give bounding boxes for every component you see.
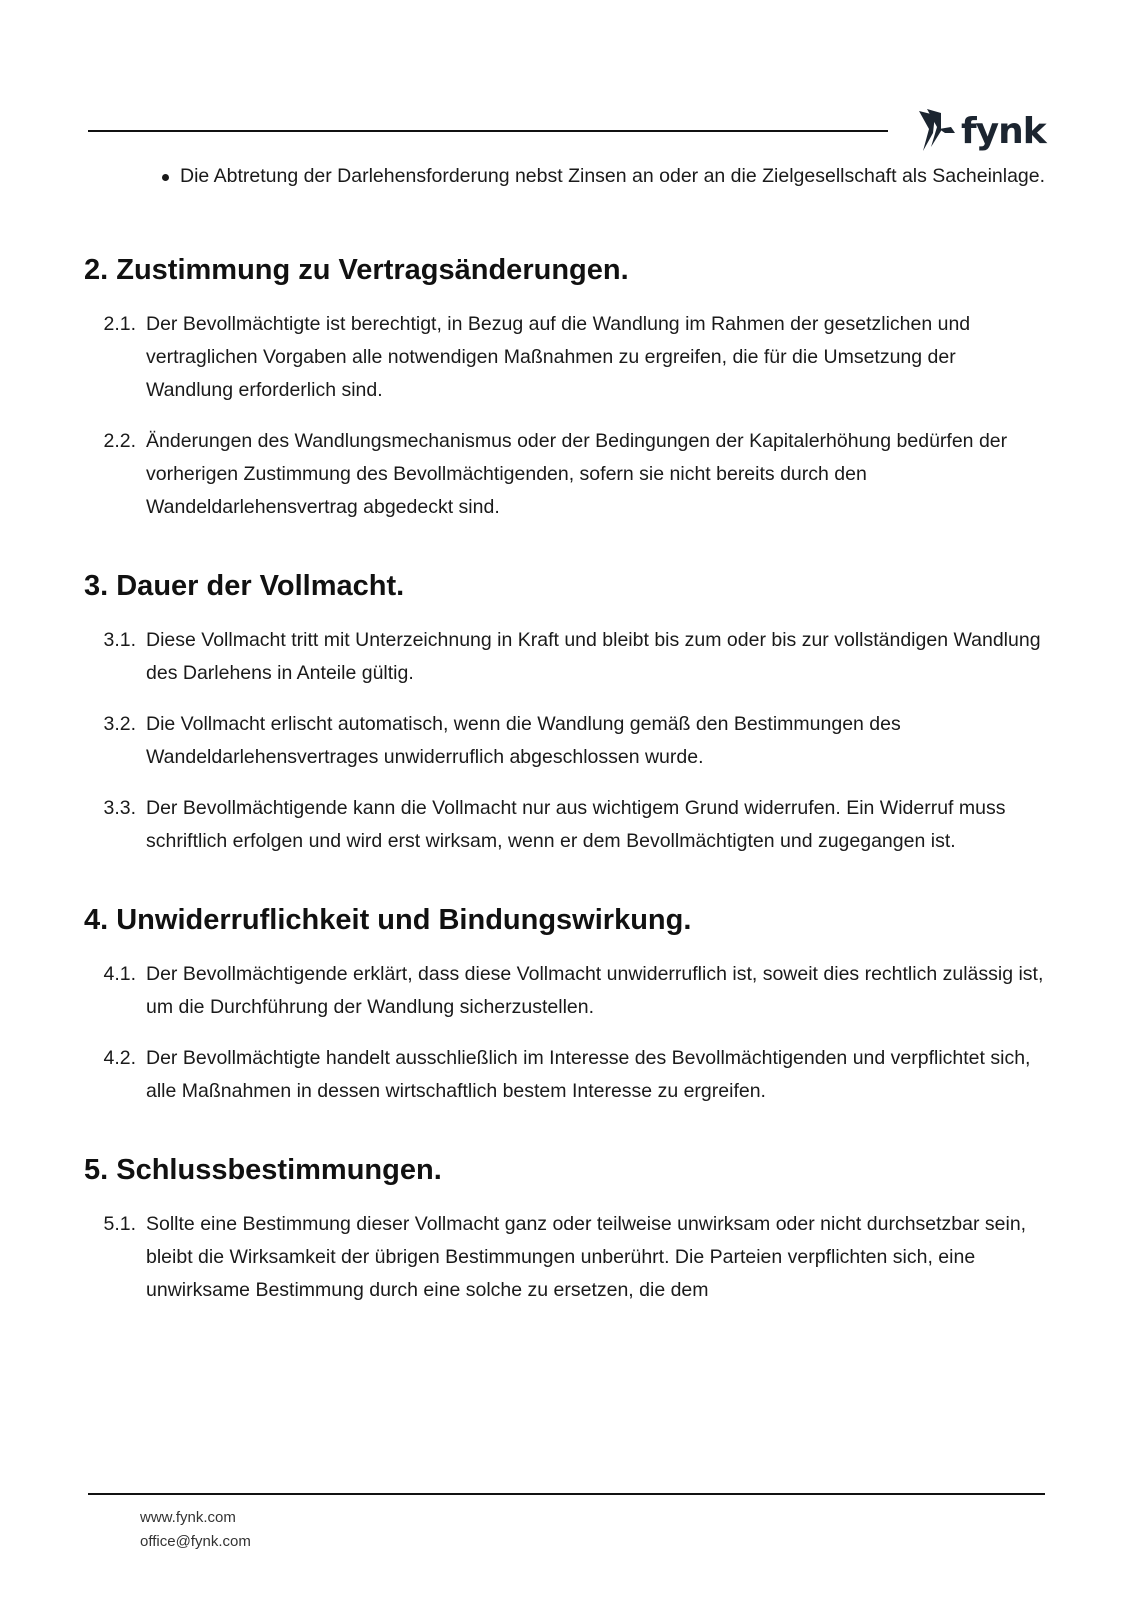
clause-4-2: 4.2. Der Bevollmächtigte handelt ausschließlich im Interesse des Bevollmächtigenden und verpflichtet sich, alle Maßnahmen in dessen wirtschaftlich bestem Interesse zu ergreifen.	[84, 1042, 1054, 1108]
clause-3-2: 3.2. Die Vollmacht erlischt automatisch, wenn die Wandlung gemäß den Bestimmungen des Wandeldarlehensvertrages unwiderruflich abgeschlossen wurde.	[84, 708, 1054, 774]
clause-text: Sollte eine Bestimmung dieser Vollmacht ganz oder teilweise unwirksam oder nicht durchsetzbar sein, bleibt die Wirksamkeit der übrigen Bestimmungen unberührt. Die Parteien verpflichten sich, eine unwirksame Bestimmung durch eine solche zu ersetzen, die dem	[146, 1213, 1027, 1301]
clause-text: Änderungen des Wandlungsmechanismus oder der Bedingungen der Kapitalerhöhung bedürfen der vorherigen Zustimmung des Bevollmächtigenden, sofern sie nicht bereits durch den Wandeldarlehensvertrag abgedeckt sind.	[146, 430, 1008, 518]
clause-text: Die Vollmacht erlischt automatisch, wenn die Wandlung gemäß den Bestimmungen des Wandeldarlehensvertrages unwiderruflich abgeschlossen wurde.	[146, 713, 901, 768]
section-heading-2: 2. Zustimmung zu Vertragsänderungen.	[84, 254, 629, 286]
footer	[140, 1506, 251, 1554]
clause-text: Diese Vollmacht tritt mit Unterzeichnung in Kraft und bleibt bis zum oder bis zur vollständigen Wandlung des Darlehens in Anteile gültig.	[146, 629, 1041, 684]
fynk-logo	[917, 104, 1046, 160]
footer-divider	[88, 1493, 1045, 1495]
logo-text: fynk	[961, 111, 1046, 152]
clause-3-1: 3.1. Diese Vollmacht tritt mit Unterzeichnung in Kraft und bleibt bis zum oder bis zur vollständigen Wandlung des Darlehens in Anteile gültig.	[84, 624, 1054, 690]
section-heading-3: 3. Dauer der Vollmacht.	[84, 570, 405, 602]
clause-2-2: 2.2. Änderungen des Wandlungsmechanismus oder der Bedingungen der Kapitalerhöhung bedürfen der vorherigen Zustimmung des Bevollmächtigenden, sofern sie nicht bereits durch den Wandeldarlehensvertrag abgedeckt sind.	[84, 425, 1054, 524]
clause-text: Der Bevollmächtigte ist berechtigt, in Bezug auf die Wandlung im Rahmen der gesetzlichen und vertraglichen Vorgaben alle notwendigen Maßnahmen zu ergreifen, die für die Umsetzung der Wandlung erforderlich sind.	[146, 313, 971, 401]
section-heading-4: 4. Unwiderruflichkeit und Bindungswirkung.	[84, 904, 692, 936]
clause-text: Der Bevollmächtigende kann die Vollmacht nur aus wichtigem Grund widerrufen. Ein Widerruf muss schriftlich erfolgen und wird erst wirksam, wenn er dem Bevollmächtigten und zugegangen ist.	[146, 797, 1006, 852]
clause-3-3: 3.3. Der Bevollmächtigende kann die Vollmacht nur aus wichtigem Grund widerrufen. Ein Widerruf muss schriftlich erfolgen und wird erst wirksam, wenn er dem Bevollmächtigten und zugegangen ist.	[84, 792, 1054, 858]
footer-email[interactable]: office@fynk.com	[140, 1533, 251, 1550]
document-body	[84, 160, 1054, 1307]
clause-4-1: 4.1. Der Bevollmächtigende erklärt, dass diese Vollmacht unwiderruflich ist, soweit dies rechtlich zulässig ist, um die Durchführung der Wandlung sicherzustellen.	[84, 958, 1054, 1024]
clause-2-1: 2.1. Der Bevollmächtigte ist berechtigt, in Bezug auf die Wandlung im Rahmen der gesetzlichen und vertraglichen Vorgaben alle notwendigen Maßnahmen zu ergreifen, die für die Umsetzung der Wandlung erforderlich sind.	[84, 308, 1054, 407]
fynk-bird-icon	[917, 107, 957, 157]
section-heading-5: 5. Schlussbestimmungen.	[84, 1154, 442, 1186]
intro-bullet: Die Abtretung der Darlehensforderung nebst Zinsen an oder an die Zielgesellschaft als Sacheinlage.	[84, 160, 1090, 193]
header-divider	[88, 130, 888, 132]
clause-text: Der Bevollmächtigte handelt ausschließlich im Interesse des Bevollmächtigenden und verpflichtet sich, alle Maßnahmen in dessen wirtschaftlich bestem Interesse zu ergreifen.	[146, 1047, 1031, 1102]
clause-text: Der Bevollmächtigende erklärt, dass diese Vollmacht unwiderruflich ist, soweit dies rechtlich zulässig ist, um die Durchführung der Wandlung sicherzustellen.	[146, 963, 1044, 1018]
clause-5-1: 5.1. Sollte eine Bestimmung dieser Vollmacht ganz oder teilweise unwirksam oder nicht durchsetzbar sein, bleibt die Wirksamkeit der übrigen Bestimmungen unberührt. Die Parteien verpflichten sich, eine unwirksame Bestimmung durch eine solche zu ersetzen, die dem	[84, 1208, 1054, 1307]
footer-website[interactable]: www.fynk.com	[140, 1509, 236, 1526]
